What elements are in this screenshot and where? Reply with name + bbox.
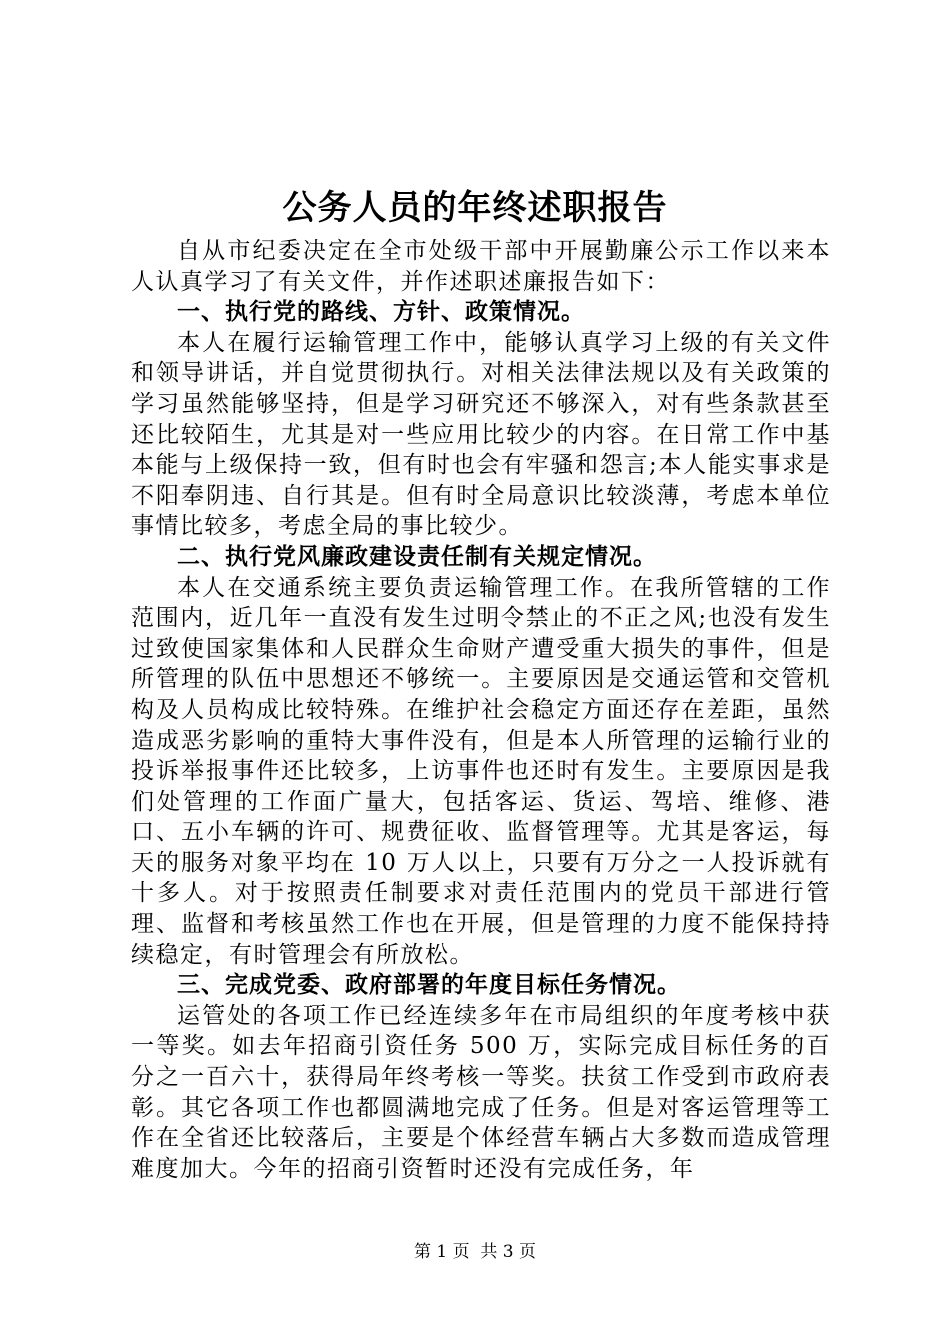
section-heading-2: 二、执行党风廉政建设责任制有关规定情况。 [177, 542, 657, 570]
document-title: 公务人员的年终述职报告 [282, 188, 668, 228]
section-heading-1: 一、执行党的路线、方针、政策情况。 [177, 298, 585, 326]
page-number-label: 第 1 页 共 3 页 [413, 1242, 537, 1262]
page-footer [0, 1240, 950, 1264]
section-2-paragraph: 本人在交通系统主要负责运输管理工作。在我所管辖的工作范围内，近几年一直没有发生过明令禁止的不正之风;也没有发生过致使国家集体和人民群众生命财产遭受重大损失的事件，但是所管理的队伍中思想还不够统一。主要原因是交通运管和交管机构及人员构成比较特殊。在维护社会稳定方面还存在差距，虽然造成恶劣影响的重特大事件没有，但是本人所管理的运输行业的投诉举报事件还比较多，上访事件也还时有发生。主要原因是我们处管理的工作面广量大，包括客运、货运、驾培、维修、港口、五小车辆的许可、规费征收、监督管理等。尤其是客运，每天的服务对象平均在 10 万人以上，只要有万分之一人投诉就有十多人。对于按照责任制要求对责任范围内的党员干部进行管理、监督和考核虽然工作也在开展，但是管理的力度不能保持持续稳定，有时管理会有所放松。 [131, 574, 831, 968]
section-3-paragraph: 运管处的各项工作已经连续多年在市局组织的年度考核中获一等奖。如去年招商引资任务 500 万，实际完成目标任务的百分之一百六十，获得局年终考核一等奖。扶贫工作受到市政府表彰。其它各项工作也都圆满地完成了任务。但是对客运管理等工作在全省还比较落后，主要是个体经营车辆占大多数而造成管理难度加大。今年的招商引资暂时还没有完成任务，年 [131, 1002, 831, 1182]
section-1-paragraph: 本人在履行运输管理工作中，能够认真学习上级的有关文件和领导讲话，并自觉贯彻执行。对相关法律法规以及有关政策的学习虽然能够坚持，但是学习研究还不够深入，对有些条款甚至还比较陌生，尤其是对一些应用比较少的内容。在日常工作中基本能与上级保持一致，但有时也会有牢骚和怨言;本人能实事求是不阳奉阴违、自行其是。但有时全局意识比较淡薄，考虑本单位事情比较多，考虑全局的事比较少。 [131, 329, 831, 540]
intro-paragraph: 自从市纪委决定在全市处级干部中开展勤廉公示工作以来本人认真学习了有关文件，并作述职述廉报告如下： [131, 238, 831, 295]
section-heading-3: 三、完成党委、政府部署的年度目标任务情况。 [177, 971, 681, 999]
document-body [131, 236, 831, 1184]
